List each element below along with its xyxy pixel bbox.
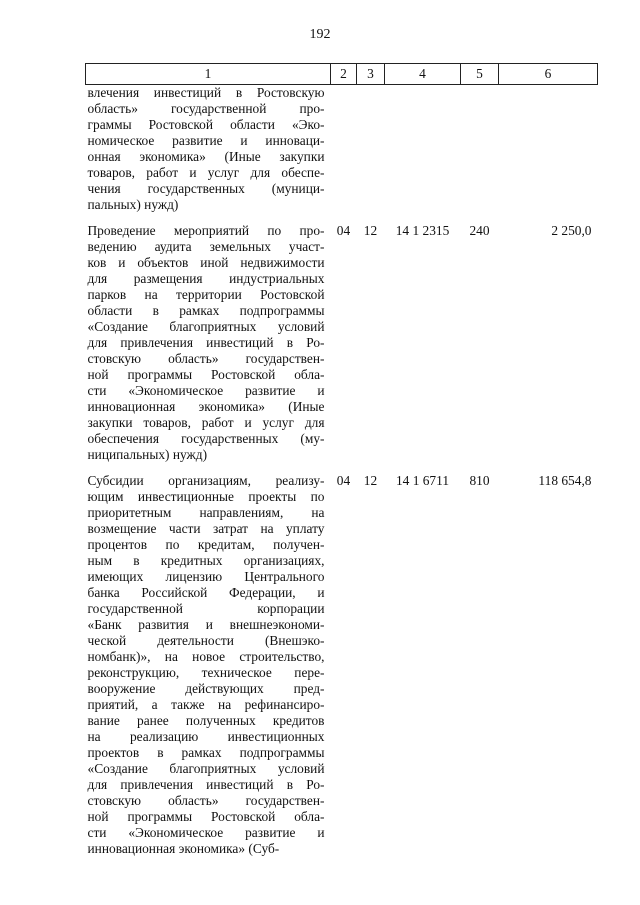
description-line: сти «Экономическое развитие и [87,383,325,398]
description-line: ков и объектов иной недвижимости [87,255,325,270]
column-header-5: 5 [461,64,499,85]
description-line: «Создание благоприятных условий [87,761,325,776]
row-expense-type-code: 810 [469,473,490,488]
description-line: инновационная экономика» (Суб- [87,841,280,856]
description-line: влечения инвестиций в Ростовскую [87,85,325,100]
column-header-1: 1 [86,64,331,85]
description-line: обеспечения государственных (му- [87,431,325,446]
row-spacer [86,213,598,223]
description-line: имеющих лицензию Центрального [87,569,325,584]
description-line: парков на территории Ростовской [87,287,325,302]
description-line: области в рамках подпрограммы [87,303,325,318]
description-line: ным в кредитных организациях, [87,553,325,568]
description-line: онная экономика» (Иные закупки [87,149,325,164]
column-header-6: 6 [499,64,598,85]
row-amount: 118 654,8 [538,473,592,488]
description-line: приятий, а также на рефинансиро- [87,697,325,712]
table-row [86,473,598,857]
description-line: ной программы Ростовской обла- [87,809,325,824]
row-expense-type-code [461,85,499,214]
row-subsection-code [357,85,385,214]
description-line: сти «Экономическое развитие и [87,825,325,840]
table-row [86,223,598,463]
description-line: государственной корпорации [87,601,325,616]
description-line: проектов в рамках подпрограммы [87,745,325,760]
description-line: стовскую область» государствен- [87,351,325,366]
table-body [86,85,598,858]
description-line: пальных) нужд) [87,197,179,212]
description-line: Субсидии организациям, реализу- [87,473,325,488]
row-description [86,85,331,214]
description-line: ведению аудита земельных участ- [87,239,325,254]
description-line: для привлечения инвестиций в Ро- [87,777,325,792]
description-line: стовскую область» государствен- [87,793,325,808]
row-amount: 2 250,0 [551,223,592,238]
description-line: инновационная экономика» (Иные [87,399,325,414]
description-line: товаров, работ и услуг для обеспе- [87,165,325,180]
description-line: «Банк развития и внешнеэкономи- [87,617,325,632]
row-section-code [331,85,357,214]
description-line: для привлечения инвестиций в Ро- [87,335,325,350]
description-line: вооружение действующих пред- [87,681,325,696]
description-line: номбанк)», на новое строительство, [87,649,325,664]
description-line: Проведение мероприятий по про- [87,223,325,238]
description-line: на реализацию инвестиционных [87,729,325,744]
column-header-3: 3 [357,64,385,85]
page-number: 192 [309,27,331,42]
table-header-row [86,64,598,85]
row-target-article-code: 14 1 6711 [395,473,450,488]
description-line: вание ранее полученных кредитов [87,713,325,728]
row-amount [499,85,598,214]
description-line: ющим инвестиционные проекты по [87,489,325,504]
row-description [86,223,331,463]
description-line: граммы Ростовской области «Эко- [87,117,325,132]
description-line: возмещение части затрат на уплату [87,521,325,536]
row-target-article-code: 14 1 2315 [395,223,450,238]
row-spacer [86,463,598,473]
description-line: банка Российской Федерации, и [87,585,325,600]
row-subsection-code: 12 [363,223,378,238]
description-line: приоритетным направлениям, на [87,505,325,520]
description-line: область» государственной про- [87,101,325,116]
description-line: для размещения индустриальных [87,271,325,286]
row-section-code: 04 [336,223,351,238]
description-line: закупки товаров, работ и услуг для [87,415,325,430]
budget-table [85,63,598,857]
table-row [86,85,598,214]
row-expense-type-code: 240 [469,223,490,238]
column-header-4: 4 [385,64,461,85]
description-line: номическое развитие и инноваци- [87,133,325,148]
description-line: процентов по кредитам, получен- [87,537,325,552]
description-line: ниципальных) нужд) [87,447,208,462]
row-section-code: 04 [336,473,351,488]
description-line: реконструкцию, техническое пере- [87,665,325,680]
column-header-2: 2 [331,64,357,85]
row-description [86,473,331,857]
row-subsection-code: 12 [363,473,378,488]
description-line: ческой деятельности (Внешэко- [87,633,325,648]
description-line: чения государственных (муници- [87,181,325,196]
row-target-article-code [385,85,461,214]
description-line: ной программы Ростовской обла- [87,367,325,382]
description-line: «Создание благоприятных условий [87,319,325,334]
